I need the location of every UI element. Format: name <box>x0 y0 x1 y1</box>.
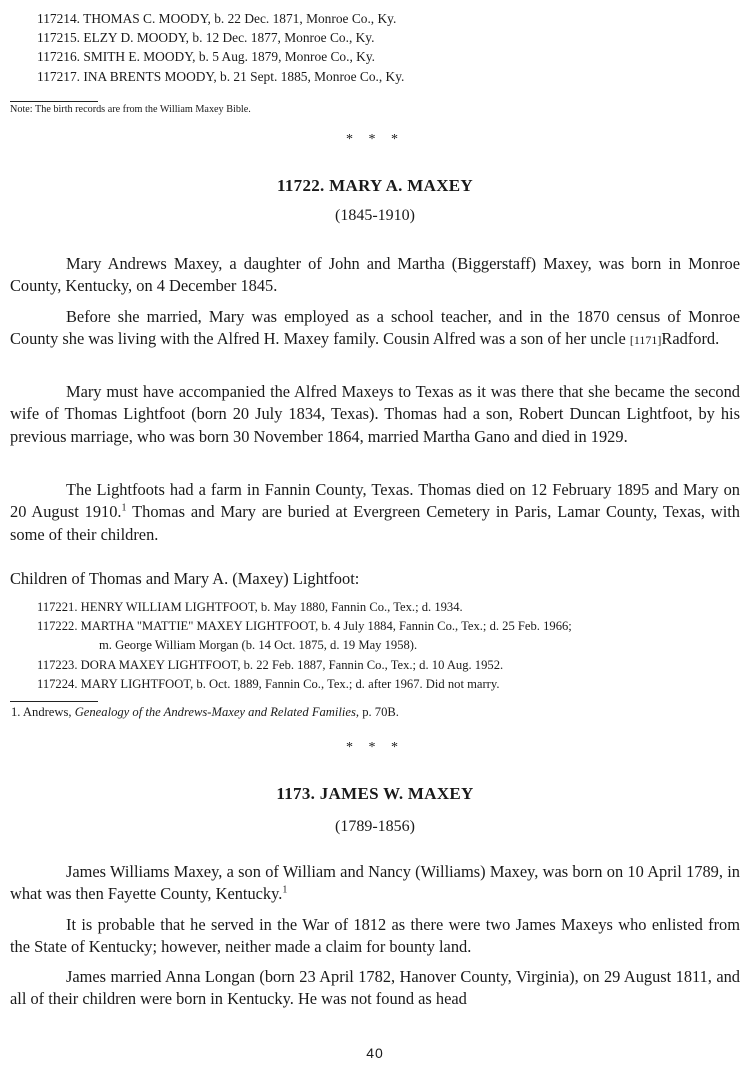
section-dates: (1789-1856) <box>335 818 415 835</box>
child-entry: MARY LIGHTFOOT, b. Oct. 1889, Fannin Co., Tex.; d. after 1967. Did not marry. <box>80 676 500 691</box>
child-entry: THOMAS C. MOODY, b. 22 Dec. 1871, Monroe Co., Ky. <box>83 11 397 26</box>
child-entry-continued: m. George William Morgan (b. 14 Oct. 1875, d. 19 May 1958). <box>99 638 418 653</box>
birth-records-note: Note: The birth records are from the William Maxey Bible. <box>10 104 251 115</box>
child-number: 117222. <box>37 619 78 634</box>
footnote-title: Genealogy of the Andrews-Maxey and Related Families, <box>74 705 360 719</box>
child-number: 117215. <box>37 30 81 46</box>
lightfoot-children-list <box>37 598 572 694</box>
child-number: 117217. <box>37 68 81 84</box>
list-item <box>37 598 572 617</box>
section-separator: * * * <box>346 740 404 755</box>
paragraph <box>10 306 740 352</box>
paragraph-text: The Lightfoots had a farm in Fannin County, Texas. Thomas died on 12 February 1895 and Mary on 20 August 1910. <box>10 480 740 522</box>
paragraph: Mary must have accompanied the Alfred Maxeys to Texas as it was there that she became the second wife of Thomas Lightfoot (born 20 July 1834, Texas). Thomas had a son, Robert Duncan Lightfoot, by his previous marriage, who was born 30 November 1864, married Martha Gano and died in 1929. <box>10 382 740 446</box>
footnote-number: 1. <box>11 705 21 719</box>
footnote-marker: 1 <box>121 502 127 514</box>
paragraph <box>10 861 740 906</box>
section-heading-mary-maxey: 11722. MARY A. MAXEY <box>276 176 473 195</box>
paragraph: James married Anna Longan (born 23 April 1782, Hanover County, Virginia), on 29 August 1811, and all of their children were born in Kentucky. He was not found as head <box>10 967 740 1009</box>
list-item <box>37 675 572 694</box>
list-item <box>37 28 404 47</box>
list-item <box>37 9 404 28</box>
child-entry: INA BRENTS MOODY, b. 21 Sept. 1885, Monroe Co., Ky. <box>83 68 405 84</box>
footnote <box>11 705 399 720</box>
section-heading-james-maxey: 1173. JAMES W. MAXEY <box>276 784 474 803</box>
footnote-page: p. 70B. <box>362 705 399 719</box>
paragraph-text: Radford. <box>661 329 720 349</box>
child-entry: HENRY WILLIAM LIGHTFOOT, b. May 1880, Fannin Co., Tex.; d. 1934. <box>80 600 463 614</box>
child-entry: DORA MAXEY LIGHTFOOT, b. 22 Feb. 1887, Fannin Co., Tex.; d. 10 Aug. 1952. <box>80 657 504 672</box>
child-number: 117214. <box>37 11 81 26</box>
paragraph-text: Thomas and Mary are buried at Evergreen Cemetery in Paris, Lamar County, Texas, with some of their children. <box>10 502 741 544</box>
paragraph-text: Before she married, Mary was employed as a school teacher, and in the 1870 census of Monroe County she was living with the Alfred H. Maxey family. Cousin Alfred was a son of her uncle <box>10 307 740 349</box>
cross-reference: [1171] <box>629 333 662 348</box>
footnote-marker: 1 <box>282 884 288 896</box>
child-entry: SMITH E. MOODY, b. 5 Aug. 1879, Monroe Co., Ky. <box>83 49 376 65</box>
section-separator: * * * <box>346 132 404 147</box>
child-number: 117221. <box>37 600 78 614</box>
child-number: 117224. <box>37 676 78 691</box>
paragraph <box>10 479 740 546</box>
paragraph-text: James Williams Maxey, a son of William and Nancy (Williams) Maxey, was born on 10 April 1789, in what was then Fayette County, Kentucky. <box>10 862 740 904</box>
children-list-heading: Children of Thomas and Mary A. (Maxey) Lightfoot: <box>10 569 360 588</box>
moody-children-list <box>37 9 404 86</box>
footnote-author: Andrews, <box>22 705 72 719</box>
list-item <box>37 656 572 675</box>
footnote-rule <box>10 701 98 702</box>
child-entry: MARTHA "MATTIE" MAXEY LIGHTFOOT, b. 4 July 1884, Fannin Co., Tex.; d. 25 Feb. 1966; <box>80 619 572 634</box>
paragraph: Mary Andrews Maxey, a daughter of John and Martha (Biggerstaff) Maxey, was born in Monroe County, Kentucky, on 4 December 1845. <box>10 254 740 296</box>
list-item <box>37 617 572 655</box>
paragraph: It is probable that he served in the War of 1812 as there were two James Maxeys who enlisted from the State of Kentucky; however, neither made a claim for bounty land. <box>10 915 740 957</box>
child-entry: ELZY D. MOODY, b. 12 Dec. 1877, Monroe Co., Ky. <box>83 30 375 46</box>
list-item <box>37 67 404 86</box>
child-number: 117216. <box>37 49 81 65</box>
section-dates: (1845-1910) <box>335 207 415 224</box>
page-number: 40 <box>366 1045 384 1061</box>
child-number: 117223. <box>37 657 78 672</box>
note-rule <box>10 101 98 102</box>
list-item <box>37 47 404 66</box>
